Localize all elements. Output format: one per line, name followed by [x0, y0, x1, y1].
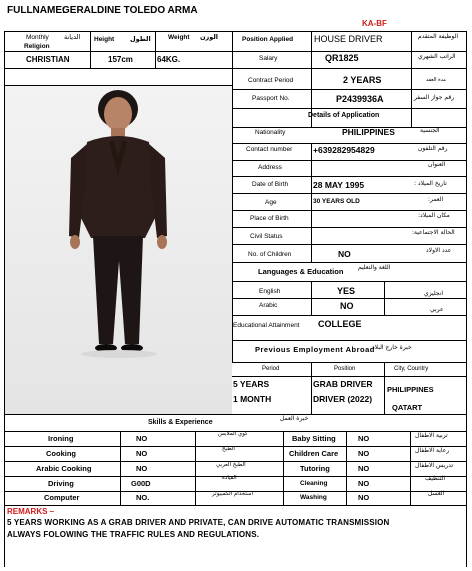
address-label: Address — [258, 164, 282, 171]
skill-name: Children Care — [289, 449, 339, 458]
monthly-label: Monthly — [26, 34, 49, 41]
contract-period-value: 2 YEARS — [343, 75, 382, 85]
salary-ar-label: الراتب الشهري — [418, 53, 456, 60]
col-line — [90, 31, 91, 68]
skill-name: Tutoring — [300, 464, 330, 473]
position-applied-ar-label: الوظيفة المتقدم — [418, 33, 459, 40]
arabic-ar-label: عربي — [430, 306, 444, 313]
col-line — [195, 431, 196, 505]
nationality-label: Nationality — [255, 129, 286, 136]
employment-heading: Previous Employment Abroad — [255, 345, 375, 354]
weight-label: Weight — [168, 34, 190, 41]
date-of-birth-value: 28 MAY 1995 — [313, 180, 365, 190]
col-line — [155, 31, 156, 68]
skill-name: Washing — [300, 494, 327, 501]
children-ar-label: عدد الاولاد — [426, 247, 452, 254]
skill-ar-label: استخدام الكمبيوتر — [212, 491, 254, 497]
civil-status-ar-label: الحالة الاجتماعية: — [412, 229, 455, 236]
address-ar-label: العنوان — [428, 161, 446, 168]
period-value: 1 MONTH — [233, 394, 272, 404]
arabic-label: Arabic — [259, 302, 278, 309]
row-line — [232, 89, 466, 90]
languages-heading: Languages & Education — [258, 267, 344, 276]
col-line — [384, 362, 385, 414]
skill-value: NO — [136, 464, 148, 473]
contact-number-ar-label: رقم التلفون — [418, 145, 448, 152]
skill-name: Cleaning — [300, 480, 328, 487]
place-of-birth-ar-label: مكان الميلاد: — [418, 212, 450, 219]
age-value: 30 YEARS OLD — [313, 198, 360, 205]
row-line — [232, 262, 466, 263]
skill-name: Computer — [44, 493, 80, 502]
fullname-label: FULLNAME: — [7, 5, 66, 16]
col-line — [384, 281, 385, 315]
nationality-ar-label: الجنسية — [420, 127, 440, 134]
skill-value: NO — [358, 449, 370, 458]
skill-value: NO — [358, 434, 370, 443]
age-ar-label: العمر: — [428, 196, 444, 203]
skill-name: Cooking — [46, 449, 76, 458]
skill-name: Arabic Cooking — [36, 464, 92, 473]
country-value: PHILIPPINES — [387, 385, 434, 394]
position-label: Position — [334, 366, 356, 372]
fullname-value: GERALDINE TOLEDO ARMA — [62, 5, 198, 16]
english-ar-label: انجليزي — [424, 290, 444, 297]
education-value: COLLEGE — [318, 319, 362, 329]
contact-number-value: +639282954829 — [313, 145, 375, 155]
row-line — [232, 193, 466, 194]
remarks-line-2: ALWAYS FOLOWING THE TRAFFIC RULES AND REGULATIONS. — [7, 530, 260, 539]
skills-heading: Skills & Experience — [148, 419, 213, 426]
row-line — [232, 340, 466, 341]
skill-ar-label: تربية الاطفال — [415, 432, 448, 439]
row-line — [4, 446, 466, 447]
position-value: DRIVER (2022) — [313, 394, 373, 404]
salary-value: QR1825 — [325, 53, 359, 63]
age-label: Age — [265, 199, 277, 206]
col-line — [346, 431, 347, 505]
row-line — [232, 315, 466, 316]
col-line — [120, 431, 121, 505]
skill-value: G00D — [131, 479, 151, 488]
col-line — [311, 143, 312, 262]
applicant-photo-figure — [5, 86, 232, 414]
skill-ar-label: تدريس الاطفال — [415, 462, 454, 469]
religion-value: CHRISTIAN — [26, 55, 70, 64]
row-line — [4, 505, 466, 506]
skill-value: NO — [358, 493, 370, 502]
row-line — [232, 227, 466, 228]
col-line — [410, 431, 411, 505]
passport-value: P2439936A — [336, 94, 384, 104]
row-line — [232, 362, 466, 363]
english-label: English — [259, 288, 281, 295]
skill-value: NO — [136, 449, 148, 458]
religion-ar-label: الديانة — [64, 33, 81, 41]
skill-name: Baby Sitting — [292, 434, 336, 443]
frame-top-line — [4, 31, 466, 32]
passport-label: Passport No. — [252, 95, 290, 102]
skill-ar-label: القيادة — [222, 475, 237, 481]
row-line — [232, 143, 466, 144]
languages-ar-heading: اللغة والتعليم — [358, 264, 391, 271]
position-applied-label: Position Applied — [242, 36, 294, 43]
reference-code: KA-BF — [362, 19, 387, 28]
nationality-value: PHILIPPINES — [342, 127, 395, 137]
applicant-photo — [5, 86, 232, 414]
col-line — [311, 281, 312, 315]
weight-ar-label: الوزن — [200, 33, 219, 41]
period-label: Period — [262, 366, 280, 372]
row-line — [232, 298, 466, 299]
skill-ar-label: الغسل — [428, 490, 445, 497]
english-value: YES — [337, 286, 356, 296]
height-ar-label: الطول — [130, 35, 151, 43]
date-of-birth-label: Date of Birth — [252, 181, 289, 188]
skill-ar-label: رعاية الاطفال — [415, 447, 450, 454]
arabic-value: NO — [340, 301, 354, 311]
col-line — [232, 31, 233, 362]
frame-right-line — [466, 31, 467, 567]
details-heading: Details of Application — [308, 112, 380, 119]
date-of-birth-ar-label: تاريخ الميلاد : — [414, 180, 447, 187]
skill-value: NO — [358, 464, 370, 473]
contact-number-label: Contact number — [246, 146, 293, 153]
skill-value: NO — [136, 434, 148, 443]
position-applied-value: HOUSE DRIVER — [314, 34, 383, 44]
skill-value: NO — [358, 479, 370, 488]
weight-value: 64KG. — [157, 55, 181, 64]
education-label: Educational Attainment — [233, 322, 300, 329]
civil-status-label: Civil Status — [250, 233, 283, 240]
row-line — [232, 176, 466, 177]
row-line — [232, 210, 466, 211]
children-value: NO — [338, 249, 351, 259]
row-line — [4, 68, 466, 69]
employment-ar-heading: خبرة خارج البلاد — [372, 344, 412, 351]
skill-name: Driving — [48, 479, 74, 488]
row-line — [232, 281, 466, 282]
remarks-line-1: 5 YEARS WORKING AS A GRAB DRIVER AND PRIVATE, CAN DRIVE AUTOMATIC TRANSMISSION — [7, 518, 390, 527]
place-of-birth-label: Place of Birth — [250, 215, 289, 222]
skill-ar-label: الطبخ — [222, 446, 235, 452]
passport-ar-label: رقم جواز السفر — [414, 94, 455, 101]
row-line — [4, 51, 466, 52]
row-line — [232, 108, 466, 109]
skill-ar-label: الطبخ العربي — [216, 462, 246, 468]
skill-name: Ironing — [48, 434, 74, 443]
skill-value: NO. — [136, 493, 150, 502]
height-value: 157cm — [108, 55, 133, 64]
col-line — [283, 431, 284, 505]
height-label: Height — [94, 36, 115, 43]
contract-period-label: Contract Period — [248, 77, 294, 84]
religion-label: Religion — [24, 43, 50, 50]
remarks-label: REMARKS – — [7, 507, 55, 516]
skill-ar-label: كوي الملابس — [218, 431, 248, 437]
city-country-label: City, Country — [394, 366, 429, 372]
row-line — [232, 376, 466, 377]
row-line — [4, 414, 466, 415]
row-line — [232, 244, 466, 245]
col-line — [311, 362, 312, 414]
country-value: QATART — [392, 403, 423, 412]
children-label: No. of Children — [248, 251, 292, 258]
period-value: 5 YEARS — [233, 379, 270, 389]
skills-ar-heading: خبرة العمل — [280, 415, 309, 422]
skill-ar-label: التنظيف — [425, 475, 446, 482]
col-line — [411, 31, 412, 127]
contract-period-ar-label: مدة العقد — [426, 77, 446, 83]
salary-label: Salary — [259, 55, 278, 62]
position-value: GRAB DRIVER — [313, 379, 373, 389]
